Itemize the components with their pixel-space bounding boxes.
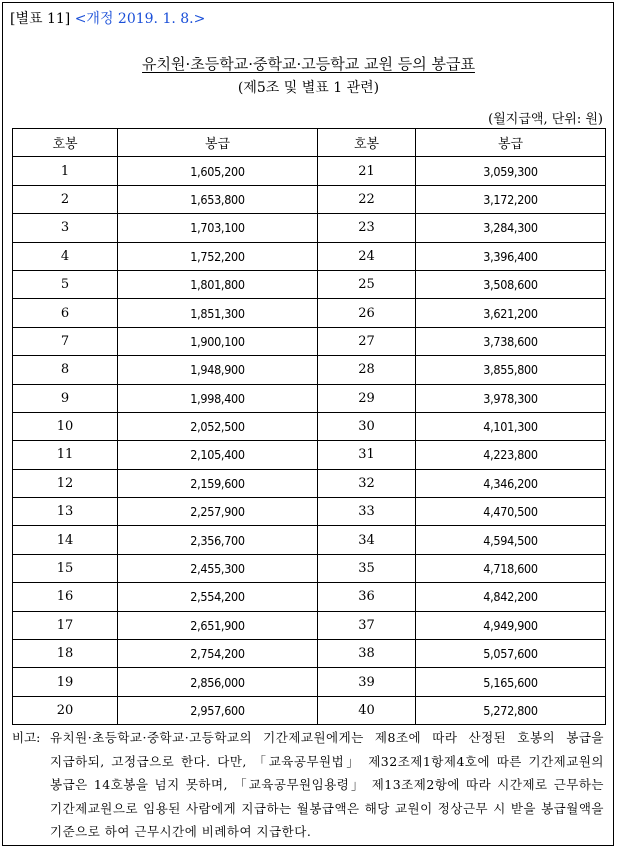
step-cell: 39 [318, 668, 416, 696]
salary-cell: 1,703,100 [118, 214, 318, 242]
unit-label: (월지급액, 단위: 원) [488, 112, 603, 127]
table-row [13, 214, 606, 242]
salary-cell: 2,052,500 [118, 412, 318, 440]
step-cell: 34 [318, 526, 416, 554]
page-title-text: 유치원·초등학교·중학교·고등학교 교원 등의 봉급표 [142, 55, 475, 73]
step-cell: 14 [13, 526, 118, 554]
salary-cell: 1,605,200 [118, 157, 318, 185]
header-salary-2: 봉급 [416, 129, 606, 157]
table-row [13, 611, 606, 639]
table-row [13, 270, 606, 298]
table-row [13, 384, 606, 412]
salary-cell: 5,165,600 [416, 668, 606, 696]
table-row [13, 327, 606, 355]
step-cell: 33 [318, 498, 416, 526]
salary-cell: 2,105,400 [118, 441, 318, 469]
step-cell: 35 [318, 554, 416, 582]
step-cell: 2 [13, 185, 118, 213]
step-cell: 26 [318, 299, 416, 327]
remarks-text: 유치원·초등학교·중학교·고등학교의 기간제교원에게는 제8조에 따라 산정된 호봉의 봉급을 지급하되, 고정급으로 한다. 다만, 「교육공무원법」 제32조제1항제4호에 따른 기간제교원의 봉급은 14호봉을 넘지 못하며, 「교육공무원임용령」 제13조제2항에 따라 시간제로 근무하는 기간제교원으로 임용된 사람에게 지급하는 월봉급액은 해당 교원이 정상근무 시 받을 봉급월액을 기준으로 하여 근무시간에 비례하여 지급한다. [50, 730, 604, 839]
amendment-date: <개정 2019. 1. 8.> [74, 11, 206, 27]
salary-table-body [13, 157, 606, 725]
header-step-1: 호봉 [13, 129, 118, 157]
step-cell: 25 [318, 270, 416, 298]
salary-cell: 4,842,200 [416, 583, 606, 611]
table-number: [별표 11] [10, 11, 71, 27]
step-cell: 20 [13, 696, 118, 724]
table-row [13, 583, 606, 611]
salary-cell: 3,508,600 [416, 270, 606, 298]
step-cell: 11 [13, 441, 118, 469]
salary-cell: 3,855,800 [416, 356, 606, 384]
step-cell: 22 [318, 185, 416, 213]
salary-cell: 1,801,800 [118, 270, 318, 298]
remarks [12, 726, 604, 844]
salary-table [12, 128, 606, 725]
salary-cell: 4,346,200 [416, 469, 606, 497]
table-row [13, 696, 606, 724]
step-cell: 12 [13, 469, 118, 497]
table-row [13, 185, 606, 213]
step-cell: 38 [318, 640, 416, 668]
page-title [0, 53, 617, 74]
table-row [13, 554, 606, 582]
salary-cell: 4,223,800 [416, 441, 606, 469]
table-row [13, 441, 606, 469]
salary-cell: 1,851,300 [118, 299, 318, 327]
step-cell: 32 [318, 469, 416, 497]
remarks-label: 비고: [12, 730, 41, 745]
table-row [13, 640, 606, 668]
page-subtitle: (제5조 및 별표 1 관련) [237, 80, 380, 96]
salary-cell: 1,653,800 [118, 185, 318, 213]
salary-cell: 3,738,600 [416, 327, 606, 355]
step-cell: 5 [13, 270, 118, 298]
step-cell: 13 [13, 498, 118, 526]
step-cell: 24 [318, 242, 416, 270]
salary-cell: 3,172,200 [416, 185, 606, 213]
step-cell: 36 [318, 583, 416, 611]
header-step-2: 호봉 [318, 129, 416, 157]
table-header-row [13, 129, 606, 157]
salary-cell: 4,470,500 [416, 498, 606, 526]
salary-cell: 2,651,900 [118, 611, 318, 639]
header-line [10, 8, 205, 28]
salary-cell: 4,594,500 [416, 526, 606, 554]
step-cell: 4 [13, 242, 118, 270]
salary-cell: 5,272,800 [416, 696, 606, 724]
step-cell: 9 [13, 384, 118, 412]
table-row [13, 668, 606, 696]
salary-cell: 3,059,300 [416, 157, 606, 185]
step-cell: 10 [13, 412, 118, 440]
step-cell: 1 [13, 157, 118, 185]
salary-cell: 2,957,600 [118, 696, 318, 724]
step-cell: 27 [318, 327, 416, 355]
salary-cell: 2,554,200 [118, 583, 318, 611]
salary-cell: 5,057,600 [416, 640, 606, 668]
step-cell: 31 [318, 441, 416, 469]
step-cell: 18 [13, 640, 118, 668]
salary-cell: 4,101,300 [416, 412, 606, 440]
step-cell: 19 [13, 668, 118, 696]
step-cell: 30 [318, 412, 416, 440]
table-row [13, 526, 606, 554]
salary-cell: 4,949,900 [416, 611, 606, 639]
salary-cell: 3,396,400 [416, 242, 606, 270]
step-cell: 15 [13, 554, 118, 582]
salary-cell: 1,900,100 [118, 327, 318, 355]
header-salary-1: 봉급 [118, 129, 318, 157]
table-row [13, 498, 606, 526]
table-row [13, 412, 606, 440]
step-cell: 37 [318, 611, 416, 639]
step-cell: 23 [318, 214, 416, 242]
table-row [13, 299, 606, 327]
table-row [13, 469, 606, 497]
step-cell: 21 [318, 157, 416, 185]
salary-cell: 2,856,000 [118, 668, 318, 696]
table-row [13, 242, 606, 270]
step-cell: 17 [13, 611, 118, 639]
salary-cell: 1,752,200 [118, 242, 318, 270]
step-cell: 3 [13, 214, 118, 242]
step-cell: 7 [13, 327, 118, 355]
table-row [13, 356, 606, 384]
salary-cell: 2,356,700 [118, 526, 318, 554]
table-row [13, 157, 606, 185]
step-cell: 29 [318, 384, 416, 412]
salary-cell: 4,718,600 [416, 554, 606, 582]
step-cell: 40 [318, 696, 416, 724]
salary-cell: 1,998,400 [118, 384, 318, 412]
salary-cell: 2,257,900 [118, 498, 318, 526]
salary-cell: 2,754,200 [118, 640, 318, 668]
step-cell: 28 [318, 356, 416, 384]
salary-cell: 3,978,300 [416, 384, 606, 412]
salary-cell: 2,159,600 [118, 469, 318, 497]
salary-cell: 3,284,300 [416, 214, 606, 242]
step-cell: 8 [13, 356, 118, 384]
step-cell: 6 [13, 299, 118, 327]
salary-cell: 2,455,300 [118, 554, 318, 582]
step-cell: 16 [13, 583, 118, 611]
salary-cell: 3,621,200 [416, 299, 606, 327]
salary-cell: 1,948,900 [118, 356, 318, 384]
